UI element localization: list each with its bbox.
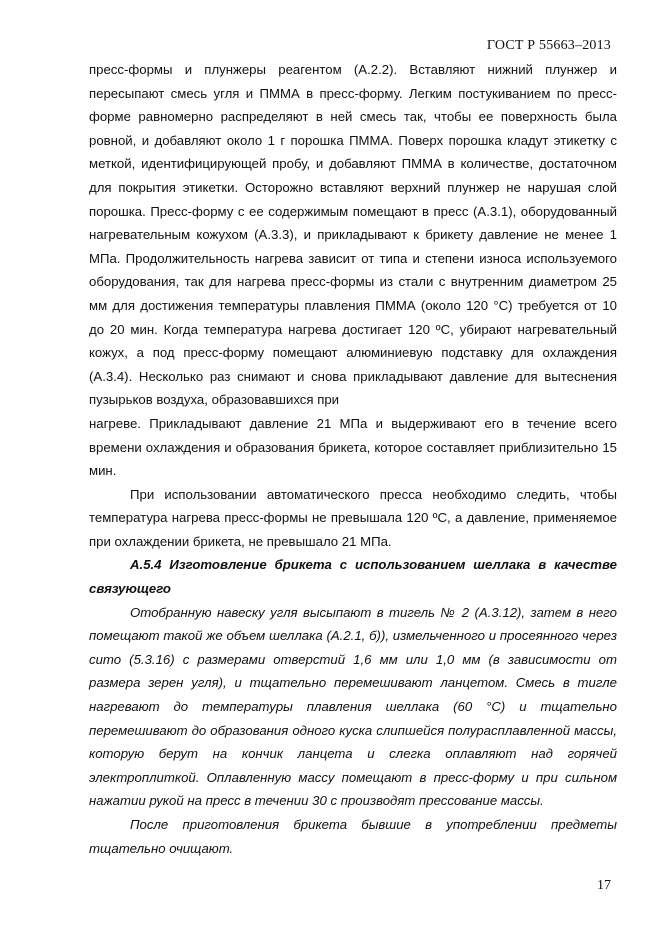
standard-header: ГОСТ Р 55663–2013 [486, 38, 611, 53]
paragraph-cooling: нагреве. Прикладывают давление 21 МПа и выдерживают его в течение всего времени охлаждения и образования брикета, которое составляет приблизительно 15 мин. [89, 415, 617, 479]
paragraph-automatic-press: При использовании автоматического пресса необходимо следить, чтобы температура нагрева пресс-формы не превышала 120 ºС, а давление, применяемое при охлаждении брикета, не превышало 21 МПа. [89, 486, 617, 549]
paragraph-press-procedure: пресс-формы и плунжеры реагентом (А.2.2). Вставляют нижний плунжер и пересыпают смесь угля и ПММА в пресс-форму. Легким постукиванием по пресс-форме равномерно распределяют в ней смесь так, чтобы ее поверхность была ровной, и добавляют около 1 г порошка ПММА. Поверх порошка кладут этикетку с меткой, идентифицирующей пробу, и добавляют ПММА в количестве, достаточном для покрытия этикетки. Осторожно вставляют верхний плунжер не нарушая слой порошка. Пресс-форму с ее содержимым помещают в пресс (А.3.1), оборудованный нагревательным кожухом (А.3.3), и прикладывают к брикету давление не менее 1 МПа. Продолжительность нагрева зависит от типа и степени износа используемого оборудования, так для нагрева пресс-формы из стали с внутренним диаметром 25 мм для достижения температуры плавления ПММА (около 120 °С) требуется от 10 до 20 мин. Когда температура нагрева достигает 120 ºС, убирают нагревательный кожух, а под пресс-форму помещают алюминиевую подставку для охлаждения (А.3.4). Несколько раз снимают и снова прикладывают давление для вытеснения пузырьков воздуха, образовавшихся при [89, 62, 617, 408]
paragraph-cleaning: После приготовления брикета бывшие в употреблении предметы тщательно очищают. [89, 817, 617, 856]
page-number: 17 [597, 878, 611, 893]
document-body [89, 58, 617, 860]
section-heading-a54: А.5.4 Изготовление брикета с использованием шеллака в качестве связующего [89, 557, 617, 597]
paragraph-shellac-procedure: Отобранную навеску угля высыпают в тигель № 2 (А.3.12), затем в него помещают такой же объем шеллака (А.2.1, б)), измельченного и просеянного через сито (5.3.16) с размерами отверстий 1,6 мм или 1,0 мм (в зависимости от размера зерен угля), и тщательно перемешивают ланцетом. Смесь в тигле нагревают до температуры плавления шеллака (60 °С) и тщательно перемешивают до образования одного куска слипшейся полурасплавленной массы, которую берут на кончик ланцета и слегка оплавляют над горячей электроплиткой. Оплавленную массу помещают в пресс-форму и при сильном нажатии рукой на пресс в течении 30 с производят прессование массы. [89, 604, 617, 809]
